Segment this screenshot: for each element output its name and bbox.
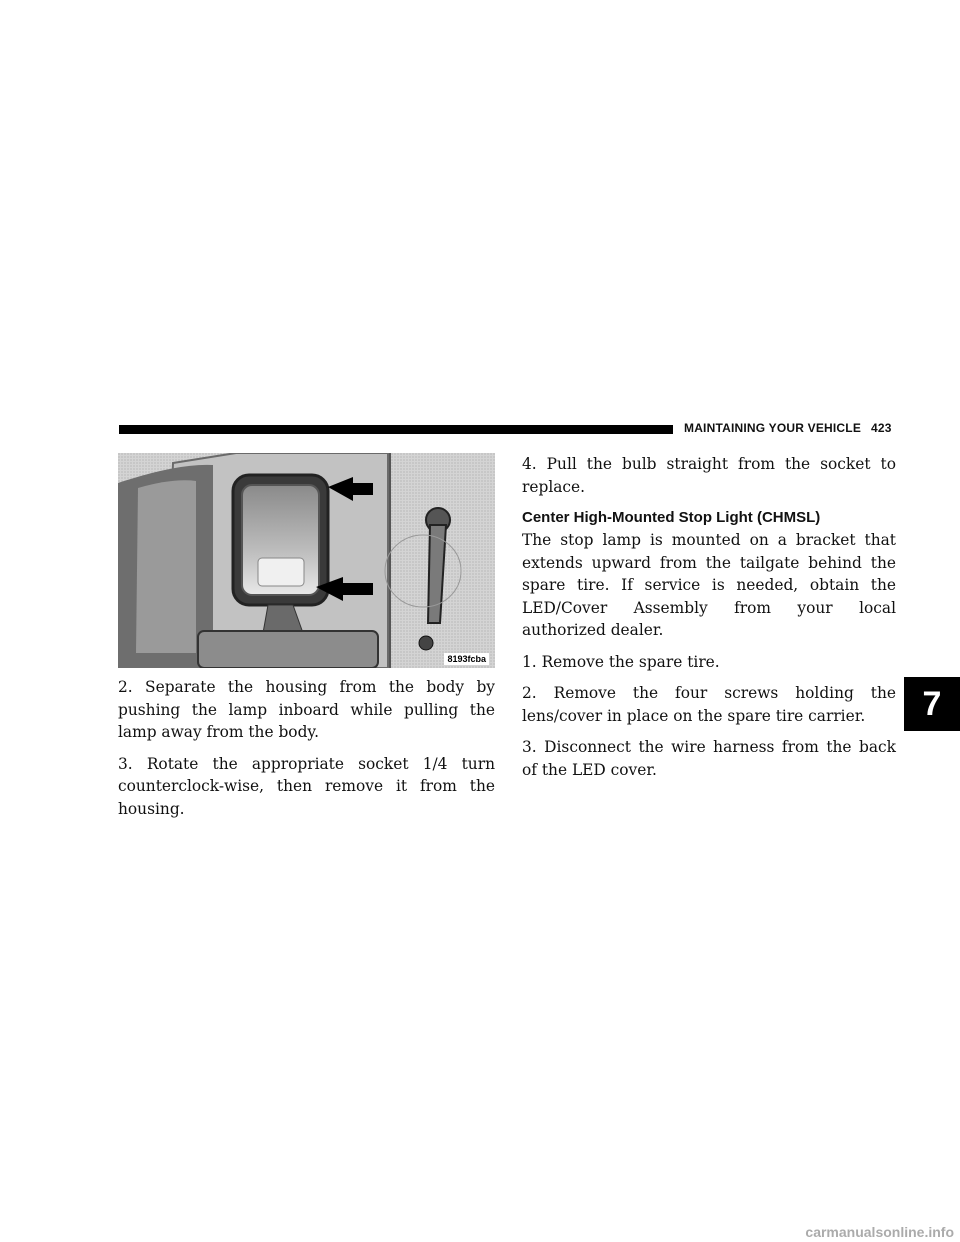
running-header xyxy=(684,421,892,435)
chmsl-intro-paragraph: The stop lamp is mounted on a bracket that extends upward from the tailgate behind the spare tire. If service is needed, obtain the LED/Cover Assembly from your local authorized dealer. xyxy=(522,531,896,639)
right-column xyxy=(522,453,896,790)
chapter-tab: 7 xyxy=(904,677,960,731)
step-2-paragraph: 2. Separate the housing from the body by pushing the lamp inboard while pulling the lamp away from the body. xyxy=(118,678,495,741)
chmsl-step-2: 2. Remove the four screws holding the lens/cover in place on the spare tire carrier. xyxy=(522,684,896,725)
header-rule xyxy=(119,425,673,434)
tail-lamp-illustration xyxy=(118,453,495,668)
figure-code-label: 8193fcba xyxy=(444,653,489,665)
step-3-paragraph: 3. Rotate the appropriate socket 1/4 turn counterclock-wise, then remove it from the housing. xyxy=(118,754,495,818)
section-header-title: MAINTAINING YOUR VEHICLE xyxy=(684,421,862,435)
left-column xyxy=(118,676,495,829)
chmsl-section-heading: Center High-Mounted Stop Light (CHMSL) xyxy=(522,509,821,526)
watermark: carmanualsonline.info xyxy=(805,1224,954,1240)
chmsl-step-3: 3. Disconnect the wire harness from the back of the LED cover. xyxy=(522,738,896,779)
page-number: 423 xyxy=(871,421,892,435)
step-4-paragraph: 4. Pull the bulb straight from the socket to replace. xyxy=(522,455,896,496)
chmsl-step-1: 1. Remove the spare tire. xyxy=(522,652,720,671)
tail-lamp-figure xyxy=(118,453,495,668)
